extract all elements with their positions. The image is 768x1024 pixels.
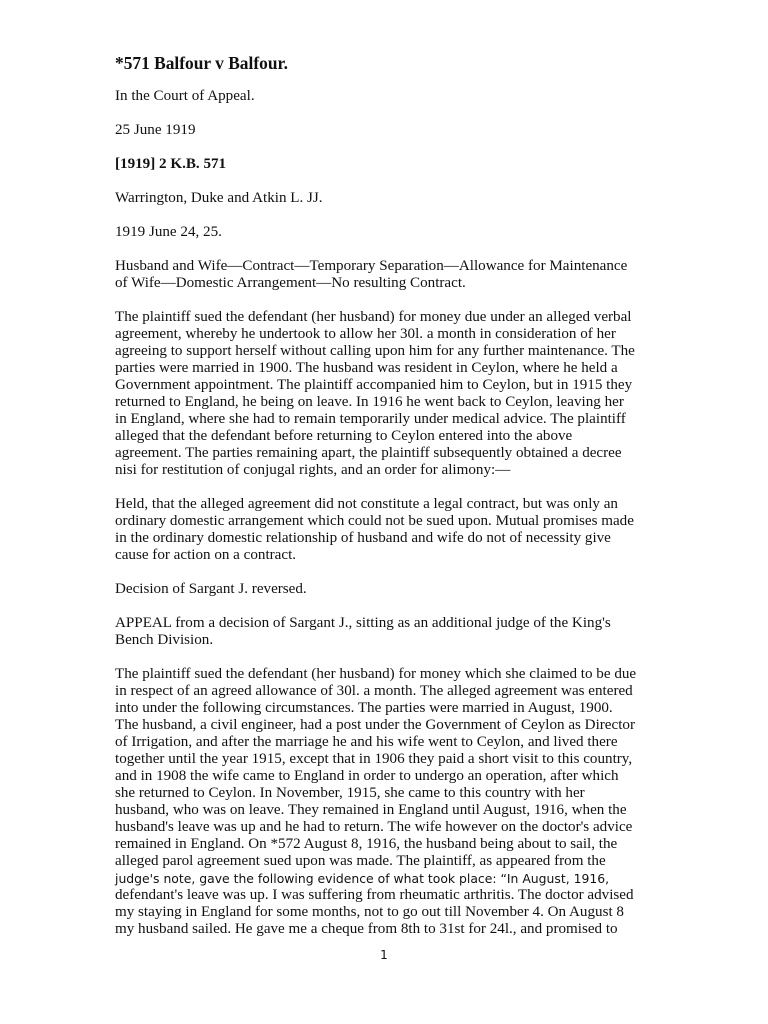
facts-line: remained in England. On *572 August 8, 1916, the husband being about to sail, the — [115, 836, 618, 852]
facts-line: husband's leave was up and he had to return. The wife however on the doctor's advice — [115, 819, 633, 835]
facts-line: of Irrigation, and after the marriage he and his wife went to Ceylon, and lived there — [115, 734, 618, 750]
headnote-line: alleged that the defendant before returning to Ceylon entered into the above — [115, 428, 573, 444]
catchwords-line: of Wife—Domestic Arrangement—No resulting Contract. — [115, 275, 466, 291]
facts-line: husband, who was on leave. They remained in England until August, 1916, when the — [115, 802, 627, 818]
facts-line: my staying in England for some months, not to go out till November 4. On August 8 — [115, 904, 624, 920]
facts-line: she returned to Ceylon. In November, 1915, she came to this country with her — [115, 785, 585, 801]
facts-line: and in 1908 the wife came to England in order to undergo an operation, after which — [115, 768, 619, 784]
headnote-line: agreeing to support herself without calling upon him for any further maintenance. The — [115, 343, 635, 359]
page-number: 1 — [380, 948, 388, 962]
law-report-citation: [1919] 2 K.B. 571 — [115, 156, 227, 172]
catchwords — [115, 258, 655, 292]
facts-line: into under the following circumstances. The parties were married in August, 1900. — [115, 700, 613, 716]
facts-line: defendant's leave was up. I was suffering from rheumatic arthritis. The doctor advised — [115, 887, 634, 903]
held-line: Held, that the alleged agreement did not constitute a legal contract, but was only an — [115, 496, 618, 512]
held-paragraph — [115, 496, 655, 564]
facts-line: The husband, a civil engineer, had a post under the Government of Ceylon as Director — [115, 717, 635, 733]
headnote-line: nisi for restitution of conjugal rights, and an order for alimony:— — [115, 462, 511, 478]
headnote-line: Government appointment. The plaintiff accompanied him to Ceylon, but in 1915 they — [115, 377, 633, 393]
hearing-dates: 1919 June 24, 25. — [115, 224, 222, 240]
facts-line: in respect of an agreed allowance of 30l. a month. The alleged agreement was entered — [115, 683, 633, 699]
facts-line: my husband sailed. He gave me a cheque from 8th to 31st for 24l., and promised to — [115, 921, 618, 937]
facts-line: together until the year 1915, except that in 1906 they paid a short visit to this country, — [115, 751, 633, 767]
judgment-date: 25 June 1919 — [115, 122, 196, 138]
headnote-line: in England, where she had to remain temporarily under medical advice. The plaintiff — [115, 411, 626, 427]
facts-line: The plaintiff sued the defendant (her husband) for money which she claimed to be due — [115, 666, 637, 682]
headnote-line: The plaintiff sued the defendant (her husband) for money due under an alleged verbal — [115, 309, 632, 325]
headnote-line: parties were married in 1900. The husband was resident in Ceylon, where he held a — [115, 360, 618, 376]
headnote-line: agreement, whereby he undertook to allow her 30l. a month in consideration of her — [115, 326, 616, 342]
document-page — [115, 48, 655, 955]
headnote-line: agreement. The parties remaining apart, the plaintiff subsequently obtained a decree — [115, 445, 622, 461]
appeal-line: Bench Division. — [115, 632, 214, 648]
held-line: cause for action on a contract. — [115, 547, 297, 563]
catchwords-line: Husband and Wife—Contract—Temporary Separation—Allowance for Maintenance — [115, 258, 628, 274]
headnote-paragraph — [115, 309, 655, 479]
decision-line: Decision of Sargant J. reversed. — [115, 581, 307, 597]
headnote-line: returned to England, he being on leave. In 1916 he went back to Ceylon, leaving her — [115, 394, 624, 410]
court-name: In the Court of Appeal. — [115, 88, 255, 104]
judges-line: Warrington, Duke and Atkin L. JJ. — [115, 190, 323, 206]
facts-line-alt-font: judge's note, gave the following evidence of what took place: “In August, 1916, — [115, 871, 610, 886]
appeal-paragraph — [115, 615, 655, 649]
facts-line: alleged parol agreement sued upon was made. The plaintiff, as appeared from the — [115, 853, 606, 869]
appeal-line: APPEAL from a decision of Sargant J., sitting as an additional judge of the King's — [115, 615, 611, 631]
facts-paragraph — [115, 666, 655, 938]
held-line: in the ordinary domestic relationship of husband and wife do not of necessity give — [115, 530, 611, 546]
held-line: ordinary domestic arrangement which could not be sued upon. Mutual promises made — [115, 513, 634, 529]
case-title: *571 Balfour v Balfour. — [115, 53, 288, 73]
